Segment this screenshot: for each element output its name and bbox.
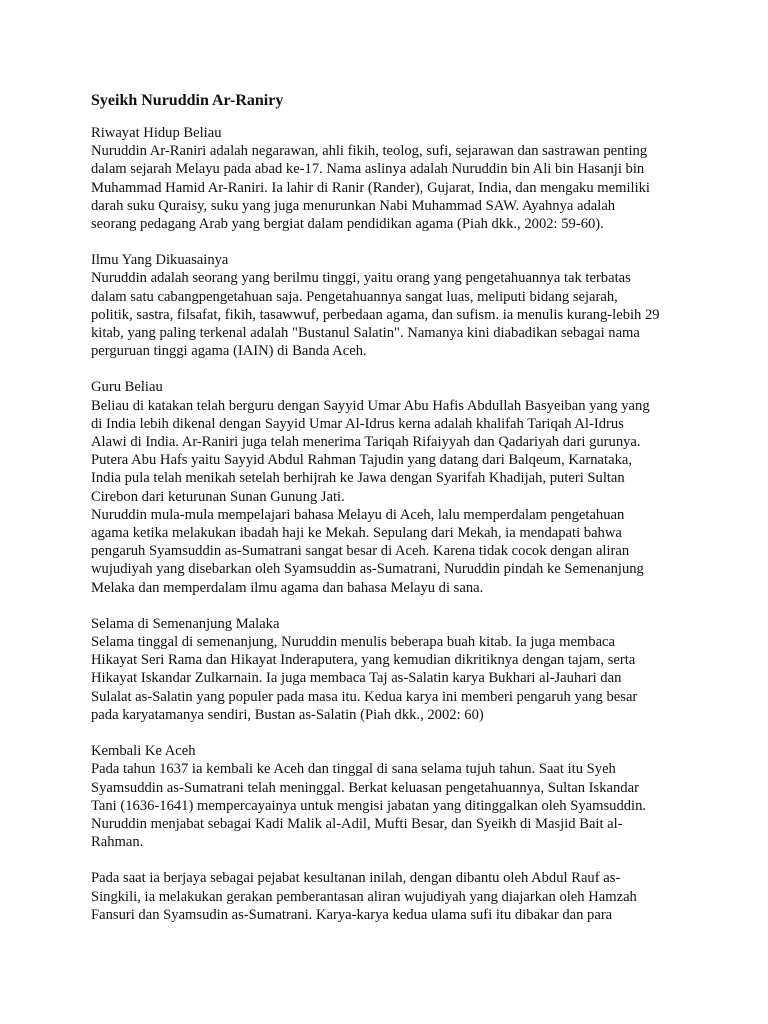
paragraph-line: dalam satu cabangpengetahuan saja. Pengetahuannya sangat luas, meliputi bidang sejarah,: [91, 288, 618, 305]
section-guru: [91, 378, 692, 596]
paragraph-line: Pada saat ia berjaya sebagai pejabat kesultanan inilah, dengan dibantu oleh Abdul Rauf as-: [91, 870, 621, 887]
section-heading: Selama di Semenanjung Malaka: [91, 615, 280, 632]
section-semenanjung: [91, 615, 692, 724]
paragraph-line: Nuruddin adalah seorang yang berilmu tinggi, yaitu orang yang pengetahuannya tak terbatas: [91, 270, 631, 287]
paragraph-line: Syamsuddin as-Sumatrani telah meninggal. Berkat keluasan pengetahuannya, Sultan Iskandar: [91, 779, 639, 796]
section-riwayat-hidup: [91, 124, 692, 233]
paragraph-line: Nuruddin mula-mula mempelajari bahasa Melayu di Aceh, lalu memperdalam pengetahuan: [91, 506, 625, 523]
paragraph-line: Melaka dan memperdalam ilmu agama dan bahasa Melayu di sana.: [91, 579, 484, 596]
paragraph-line: pada karyatamanya sendiri, Bustan as-Salatin (Piah dkk., 2002: 60): [91, 706, 484, 723]
paragraph-line: Nuruddin menjabat sebagai Kadi Malik al-Adil, Mufti Besar, dan Syeikh di Masjid Bait al-: [91, 815, 623, 832]
paragraph-line: darah suku Quraisy, suku yang juga menurunkan Nabi Muhammad SAW. Ayahnya adalah: [91, 197, 616, 214]
paragraph-line: politik, sastra, filsafat, fikih, tasawwuf, perbedaan agama, dan sufism. ia menulis kurang-lebih 29: [91, 306, 660, 323]
section-heading: Guru Beliau: [91, 379, 163, 396]
paragraph-line: Rahman.: [91, 834, 144, 851]
paragraph-line: Muhammad Hamid Ar-Raniri. Ia lahir di Ranir (Rander), Gujarat, India, dan mengaku memiliki: [91, 179, 650, 196]
document-title: Syeikh Nuruddin Ar-Raniry: [91, 92, 284, 109]
paragraph-line: kitab, yang paling terkenal adalah "Bustanul Salatin". Namanya kini diabadikan sebagai nama: [91, 325, 640, 342]
paragraph-gap: [91, 851, 692, 869]
section-kembali-ke-aceh: [91, 742, 692, 924]
paragraph-line: Singkili, ia melakukan gerakan pemberantasan aliran wujudiyah yang diajarkan oleh Hamzah: [91, 888, 637, 905]
section-ilmu: [91, 251, 692, 360]
paragraph-line: Selama tinggal di semenanjung, Nuruddin menulis beberapa buah kitab. Ia juga membaca: [91, 634, 615, 651]
paragraph-line: Hikayat Iskandar Zulkarnain. Ia juga membaca Taj as-Salatin karya Bukhari al-Jauhari dan: [91, 670, 622, 687]
paragraph-line: Putera Abu Hafs yaitu Sayyid Abdul Rahman Tajudin yang datang dari Balqeum, Karnataka,: [91, 452, 632, 469]
paragraph-line: Hikayat Seri Rama dan Hikayat Inderaputera, yang kemudian dikritiknya dengan tajam, serta: [91, 652, 636, 669]
paragraph-line: perguruan tinggi agama (IAIN) di Banda Aceh.: [91, 343, 367, 360]
paragraph-line: Nuruddin Ar-Raniri adalah negarawan, ahli fikih, teolog, sufi, sejarawan dan sastrawan penting: [91, 143, 648, 160]
paragraph-line: pengaruh Syamsuddin as-Sumatrani sangat besar di Aceh. Karena tidak cocok dengan aliran: [91, 543, 630, 560]
section-heading: Ilmu Yang Dikuasainya: [91, 252, 229, 269]
section-heading: Riwayat Hidup Beliau: [91, 125, 222, 141]
paragraph-line: dalam sejarah Melayu pada abad ke-17. Nama aslinya adalah Nuruddin bin Ali bin Hasanji bin: [91, 161, 645, 178]
paragraph-line: Fansuri dan Syamsudin as-Sumatrani. Karya-karya kedua ulama sufi itu dibakar dan para: [91, 906, 613, 923]
paragraph-line: di India lebih dikenal dengan Sayyid Umar Al-Idrus kerna adalah khalifah Tariqah Al-Idrus: [91, 415, 624, 432]
paragraph-line: agama ketika melakukan ibadah haji ke Mekah. Sepulang dari Mekah, ia mendapati bahwa: [91, 525, 622, 542]
section-heading: Kembali Ke Aceh: [91, 743, 196, 760]
paragraph-line: Beliau di katakan telah berguru dengan Sayyid Umar Abu Hafis Abdullah Basyeiban yang yang: [91, 397, 650, 414]
paragraph-line: Alawi di India. Ar-Raniri juga telah menerima Tariqah Rifaiyyah dan Qadariyah dari gurunya.: [91, 434, 641, 451]
paragraph-line: wujudiyah yang disebarkan oleh Syamsuddin as-Sumatrani, Nuruddin pindah ke Semenanjung: [91, 561, 644, 578]
paragraph-line: Sulalat as-Salatin yang populer pada masa itu. Kedua karya ini memberi pengaruh yang besar: [91, 688, 638, 705]
paragraph-line: Tani (1636-1641) mempercayainya untuk mengisi jabatan yang ditinggalkan oleh Syamsuddin.: [91, 797, 647, 814]
paragraph-line: Pada tahun 1637 ia kembali ke Aceh dan tinggal di sana selama tujuh tahun. Saat itu Syeh: [91, 761, 616, 778]
paragraph-line: seorang pedagang Arab yang bergiat dalam pendidikan agama (Piah dkk., 2002: 59-60).: [91, 216, 604, 233]
paragraph-line: Cirebon dari keturunan Sunan Gunung Jati.: [91, 488, 345, 505]
paragraph-line: India pula telah menikah setelah berhijrah ke Jawa dengan Syarifah Khadijah, puteri Sultan: [91, 470, 625, 487]
